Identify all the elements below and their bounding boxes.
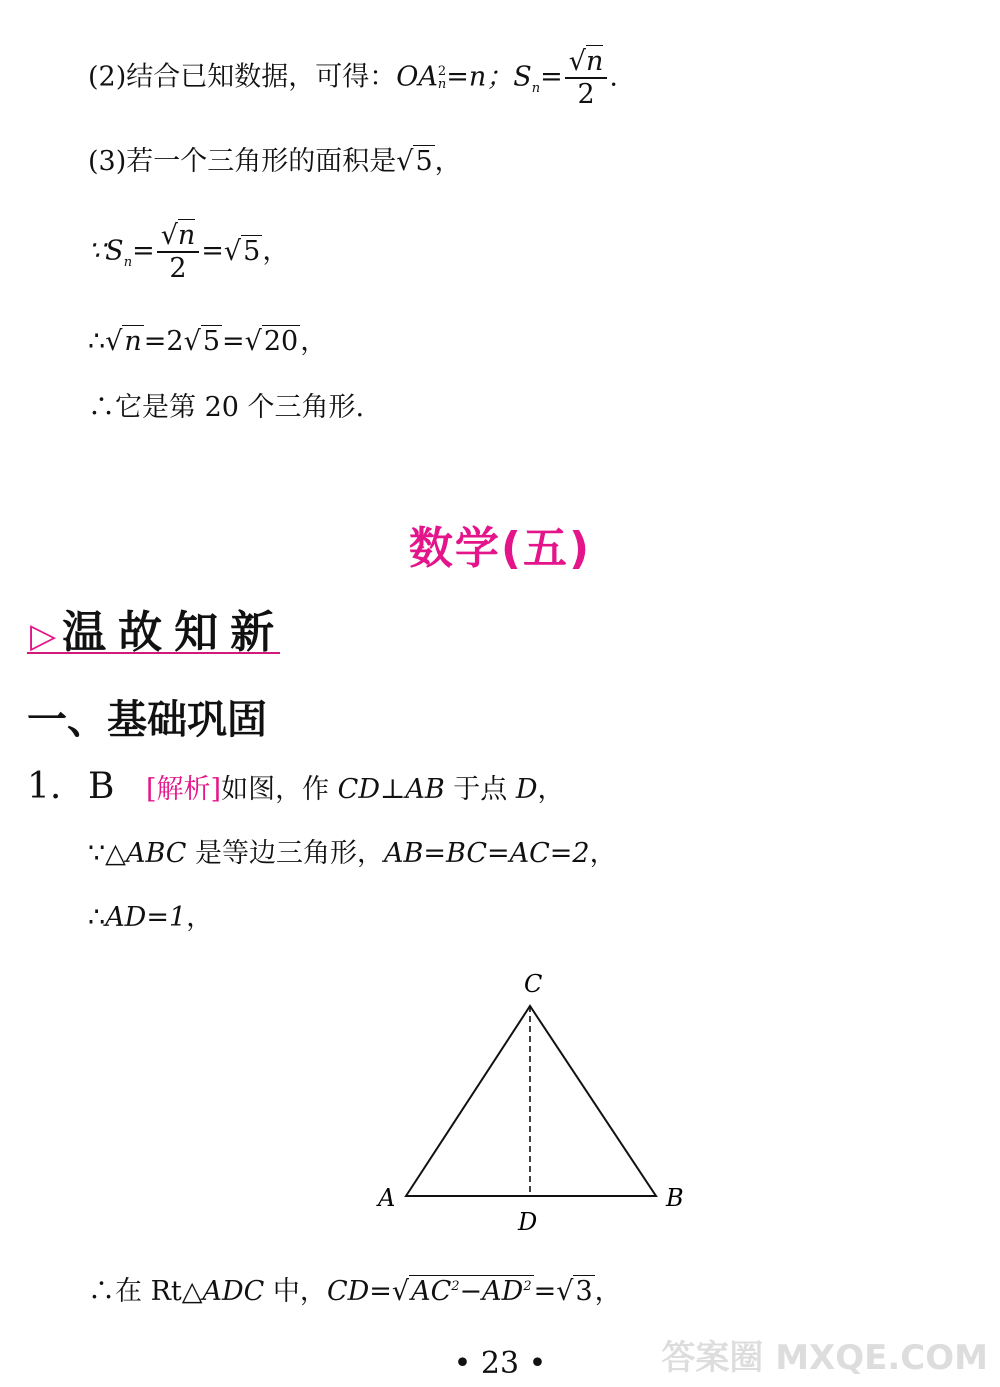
s-symbol: S [513,61,532,93]
math: D [515,774,538,805]
radicand-ad: AD [482,1276,524,1307]
page-title: 数学(五) [408,523,592,574]
comma: ， [186,902,214,933]
oa-subscript: n [437,77,447,92]
comma: ， [262,235,290,267]
solution-line-therefore-1 [88,328,327,355]
text: ∴在 Rt△ [88,1276,203,1307]
fraction-denominator: 2 [169,253,187,284]
triangle-right-icon: ▷ [30,616,57,656]
math: ABC [125,838,187,869]
sqrt-3: √3 [556,1276,593,1307]
exponent: 2 [451,1279,460,1294]
sqrt-5: √5 [183,326,221,357]
math: AD=1 [105,902,187,933]
q1-line-4 [88,1278,622,1305]
comma: ， [300,326,328,357]
equals: = [222,326,245,357]
radicand-ac: AC [411,1276,452,1307]
subsection-heading: 一、基础巩固 [27,697,267,743]
equals: = [132,235,155,267]
therefore-symbol: ∴ [88,902,106,933]
text: 中， [264,1276,327,1307]
triangle-diagram [370,968,700,1238]
s-subscript: n [123,254,133,270]
sqrt-n: √n [105,326,142,357]
sqrt-5: √5 [396,146,433,177]
solution-line-part2 [88,48,618,108]
radicand: n [124,326,142,357]
equals: = [533,1276,557,1307]
comma: ， [589,838,617,869]
watermark-logo: 答案圈 MXQE.COM [661,1338,988,1378]
therefore-symbol: ∴ [88,326,106,357]
part2-prefix: (2)结合已知数据，可得： [88,61,397,93]
because-s: ∵S [88,235,124,267]
fraction-denominator: 2 [577,79,595,110]
solution-line-part3 [88,148,462,175]
radicand: 5 [243,235,261,267]
section-heading-text: 温故知新 [62,607,287,658]
equals-2: =2 [143,326,184,357]
page-number: • 23 • [453,1346,547,1381]
label-d: D [518,1208,538,1236]
oa-symbol: OA [396,61,438,93]
sqrt-expression: $√AC^2-AD^2$ [391,1276,532,1307]
radicand: 20 [263,326,299,357]
triangle-abc [406,1006,656,1196]
minus: − [459,1276,483,1307]
sqrt-5: √5 [223,235,261,267]
fraction-sqrt-n-over-2: $\frac{√n}{2}$ [565,48,608,108]
fraction-numerator: n [586,46,604,77]
text: 如图，作 [221,774,338,805]
equals: = [201,235,224,267]
question-number: 1. [27,766,62,807]
q1-line-1 [146,776,565,803]
sqrt-20: √20 [244,326,299,357]
comma: ， [537,774,565,805]
math: ADC [202,1276,265,1307]
question-answer: B [88,766,115,807]
section-heading [30,596,286,660]
equals: = [540,61,563,93]
solution-line-therefore-2: ∴它是第 20 个三角形. [88,392,365,423]
comma: ， [434,146,462,177]
math: CD= [326,1276,392,1307]
fraction-sqrt-n-over-2: $\frac{√n}{2}$ [157,222,200,282]
period: . [609,61,618,93]
label-a: A [378,1184,396,1212]
label-c: C [524,970,543,998]
text: 于点 [444,774,516,805]
comma: ， [594,1276,622,1307]
q1-line-3 [88,904,213,931]
radicand: 5 [202,326,221,357]
solution-line-because [88,222,289,282]
q1-line-2 [88,840,617,867]
oa-equals-n: =n； [446,61,514,93]
analysis-tag: [解析] [146,774,222,805]
part3-text: (3)若一个三角形的面积是 [88,146,397,177]
math: AB=BC=AC=2 [384,838,590,869]
label-b: B [666,1184,684,1212]
section-underline [27,652,280,654]
radicand: 5 [415,146,433,177]
because-triangle: ∵△ [88,838,126,869]
exponent: 2 [523,1279,532,1294]
s-subscript: n [531,80,541,96]
text: 是等边三角形， [186,838,385,869]
oa-exponent: 2 [437,64,447,79]
radicand: 3 [575,1276,593,1307]
fraction-numerator: n [177,220,196,251]
math: CD⊥AB [337,774,445,805]
